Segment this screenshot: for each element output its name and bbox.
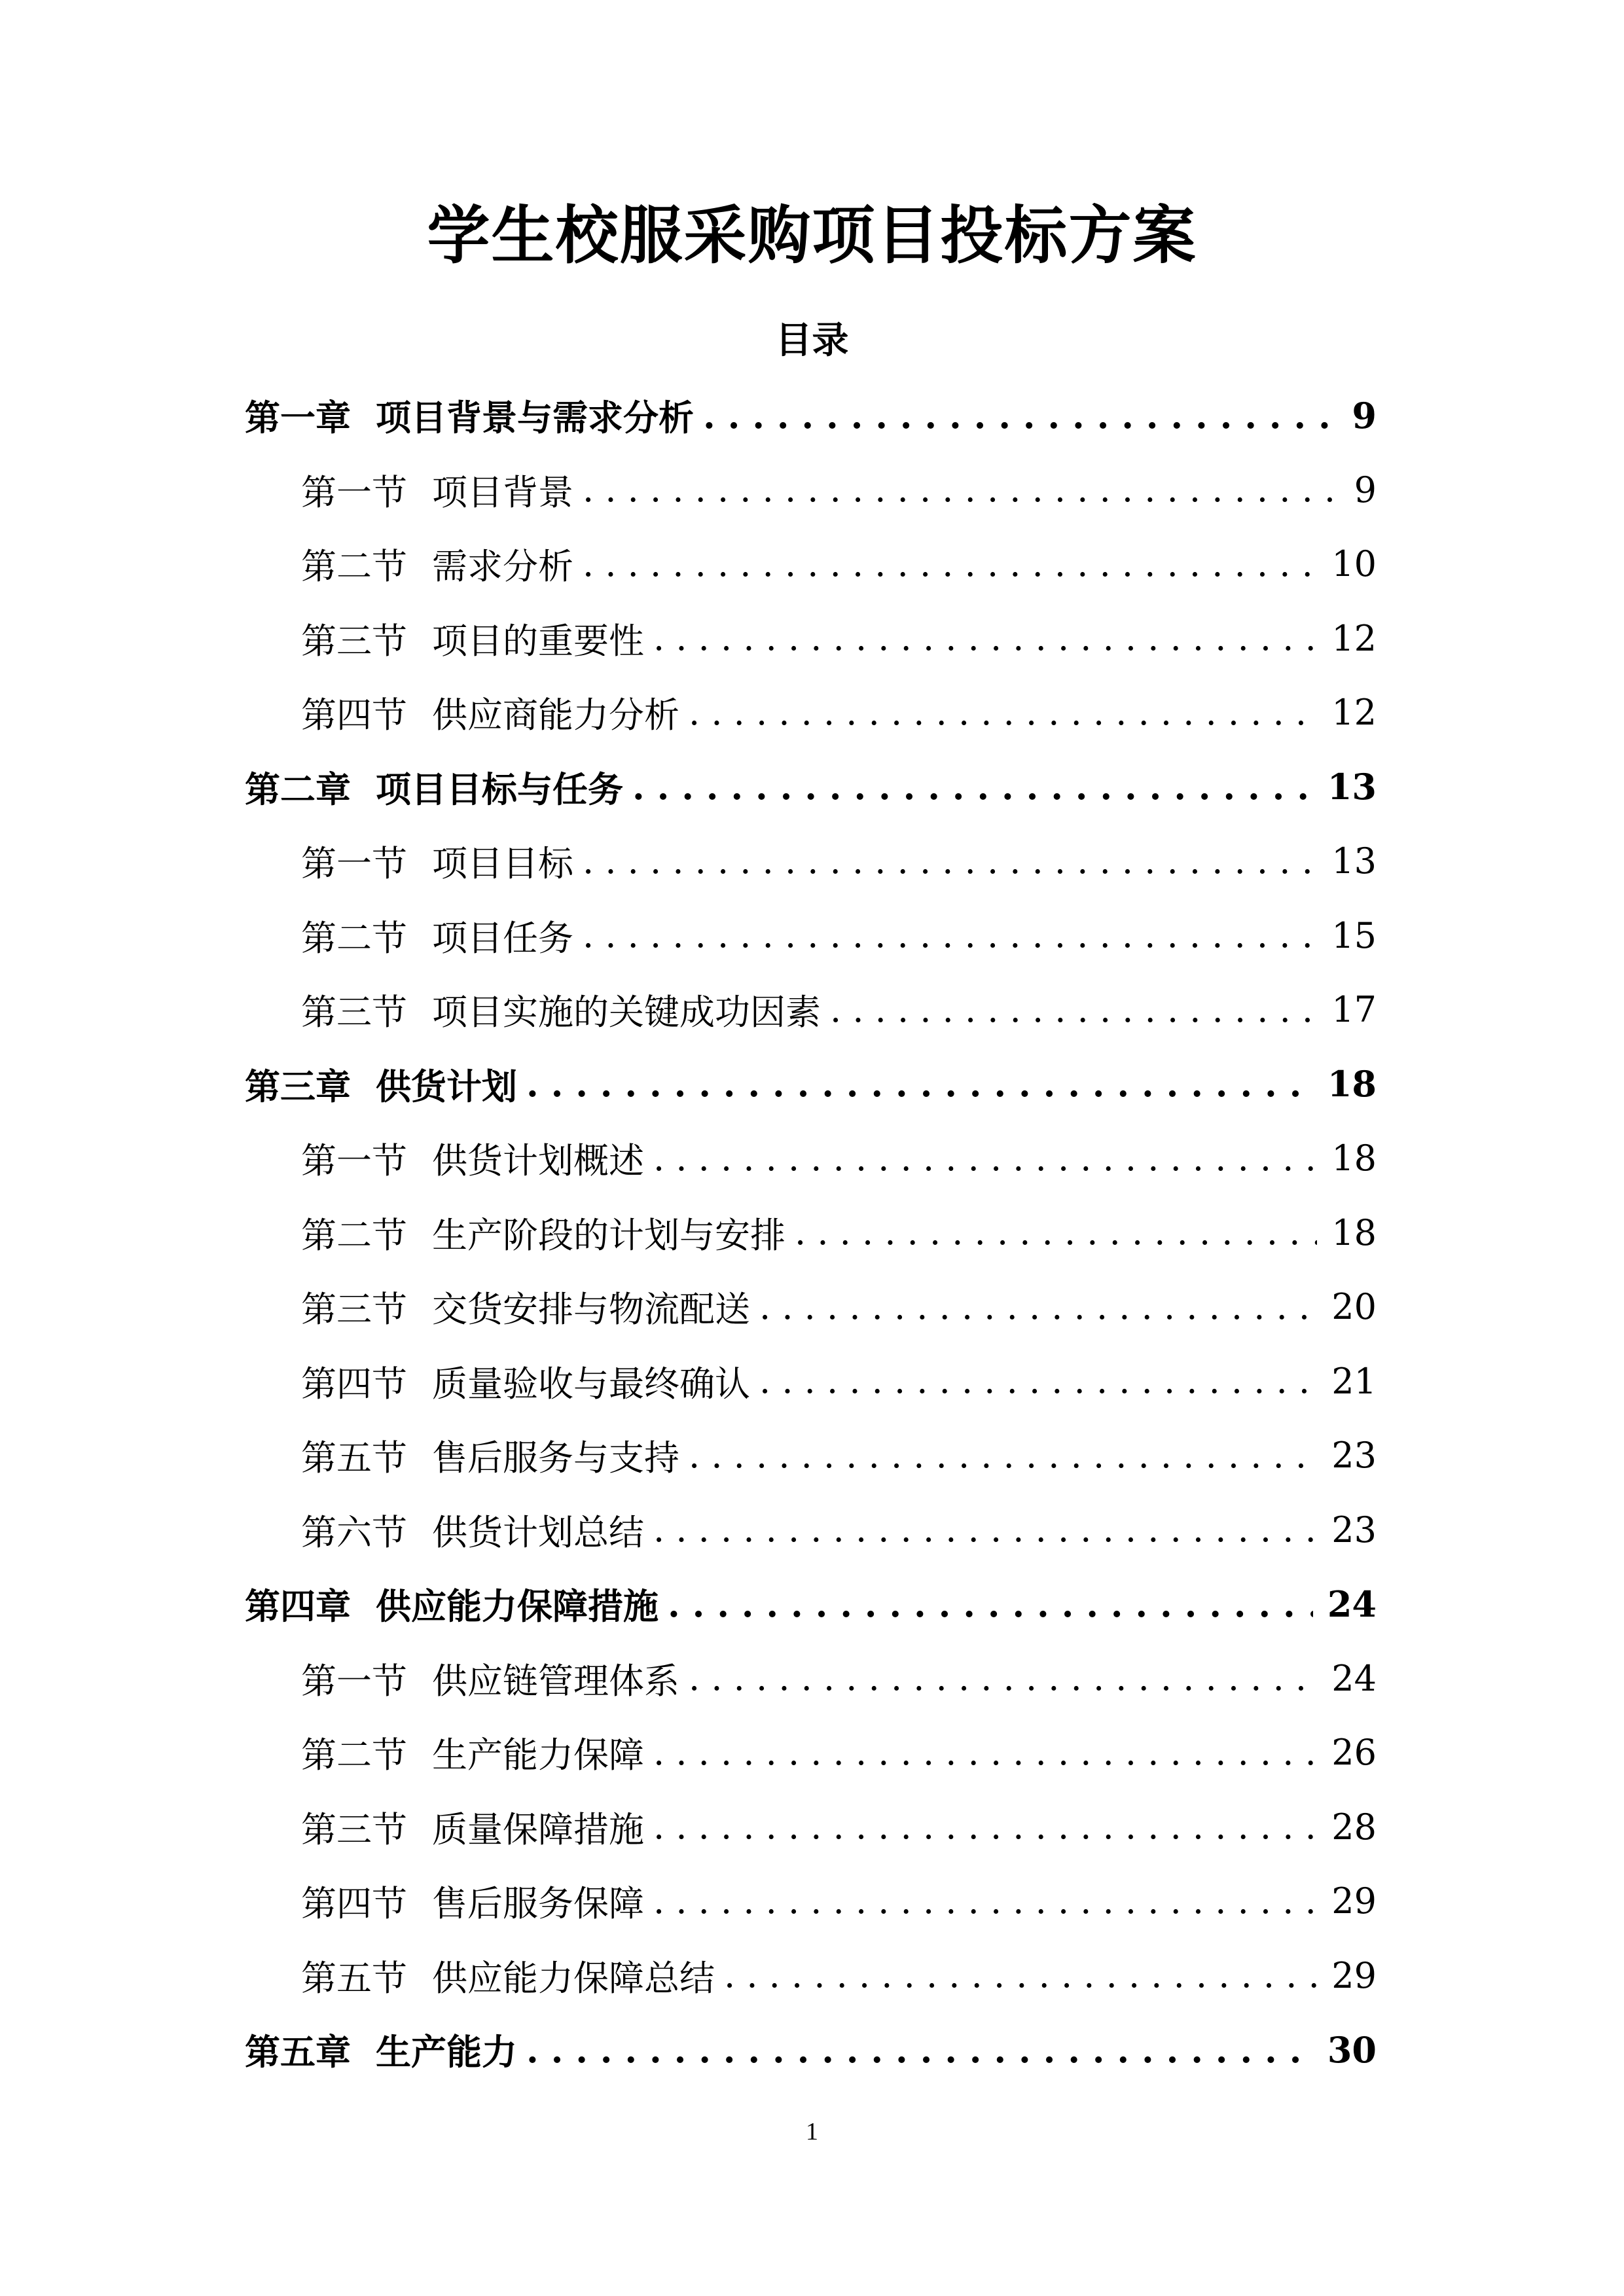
toc-section-entry[interactable] <box>0 527 1377 601</box>
toc-dot-leader <box>703 393 1336 439</box>
toc-entry-page: 13 <box>1327 766 1377 808</box>
toc-entry-number: 第四章 <box>245 1585 351 1628</box>
toc-dot-leader <box>583 912 1317 958</box>
toc-entry-page: 23 <box>1331 1435 1377 1477</box>
toc-entry-page: 18 <box>1327 1063 1377 1105</box>
page-number: 1 <box>806 2118 818 2145</box>
toc-entry-title: 项目的重要性 <box>432 620 644 662</box>
toc-entry-page: 17 <box>1331 989 1377 1031</box>
toc-dot-leader <box>583 541 1317 587</box>
toc-section-entry[interactable] <box>0 1418 1377 1493</box>
toc-dot-leader <box>583 838 1317 884</box>
toc-section-entry[interactable] <box>0 1715 1377 1790</box>
toc-entry-title: 售后服务与支持 <box>432 1437 679 1479</box>
toc-entry-title: 项目背景 <box>432 471 573 513</box>
toc-entry-title: 生产能力保障 <box>432 1734 644 1776</box>
toc-dot-leader <box>653 1878 1317 1924</box>
toc-entry-number: 第二章 <box>245 768 351 810</box>
toc-entry-title: 生产能力 <box>376 2031 517 2073</box>
toc-entry-title: 供货计划概述 <box>432 1140 644 1182</box>
toc-chapter-entry[interactable] <box>0 378 1377 453</box>
toc-section-entry[interactable] <box>0 899 1377 973</box>
toc-entry-title: 项目任务 <box>432 917 573 959</box>
toc-dot-leader <box>653 1507 1317 1552</box>
toc-entry-title: 供应能力保障措施 <box>376 1585 659 1628</box>
toc-section-entry[interactable] <box>0 824 1377 899</box>
toc-entry-page: 15 <box>1331 914 1377 956</box>
toc-entry-page: 29 <box>1331 1880 1377 1922</box>
toc-entry-page: 9 <box>1352 394 1377 437</box>
toc-section-entry[interactable] <box>0 1344 1377 1419</box>
toc-entry-number: 第三节 <box>301 992 407 1033</box>
toc-section-entry[interactable] <box>0 1939 1377 2013</box>
toc-entry-title: 供货计划 <box>376 1065 517 1107</box>
toc-entry-page: 18 <box>1331 1211 1377 1253</box>
toc-dot-leader <box>668 1581 1313 1627</box>
toc-section-entry[interactable] <box>0 1641 1377 1716</box>
toc-entry-page: 12 <box>1331 617 1377 659</box>
toc-chapter-entry[interactable] <box>0 750 1377 825</box>
toc-entry-number: 第二节 <box>301 1214 407 1256</box>
toc-dot-leader <box>526 2027 1313 2073</box>
toc-entry-number: 第一节 <box>301 1660 407 1702</box>
toc-entry-number: 第二节 <box>301 1734 407 1776</box>
toc-chapter-entry[interactable] <box>0 2013 1377 2087</box>
toc-entry-number: 第一节 <box>301 471 407 513</box>
toc-section-entry[interactable] <box>0 1493 1377 1568</box>
toc-entry-title: 供应能力保障总结 <box>432 1957 715 1999</box>
toc-entry-number: 第五章 <box>245 2031 351 2073</box>
toc-dot-leader <box>689 1655 1317 1701</box>
toc-dot-leader <box>724 1952 1317 1998</box>
toc-entry-title: 质量保障措施 <box>432 1808 644 1850</box>
toc-entry-page: 10 <box>1331 543 1377 585</box>
toc-entry-number: 第二节 <box>301 917 407 959</box>
toc-entry-page: 13 <box>1331 840 1377 882</box>
toc-entry-number: 第四节 <box>301 1363 407 1405</box>
toc-entry-number: 第四节 <box>301 1883 407 1925</box>
toc-dot-leader <box>830 987 1317 1033</box>
toc-entry-page: 20 <box>1331 1286 1377 1328</box>
toc-entry-number: 第四节 <box>301 694 407 736</box>
toc-entry-title: 供货计划总结 <box>432 1511 644 1553</box>
toc-entry-number: 第三节 <box>301 620 407 662</box>
toc-dot-leader <box>653 615 1317 661</box>
toc-entry-page: 21 <box>1331 1360 1377 1402</box>
toc-entry-number: 第三节 <box>301 1289 407 1331</box>
toc-chapter-entry[interactable] <box>0 1047 1377 1122</box>
toc-dot-leader <box>759 1358 1317 1404</box>
toc-entry-title: 交货安排与物流配送 <box>432 1289 750 1331</box>
toc-entry-title: 生产阶段的计划与安排 <box>432 1214 785 1256</box>
toc-entry-title: 项目实施的关键成功因素 <box>432 992 821 1033</box>
toc-entry-number: 第一节 <box>301 1140 407 1182</box>
toc-dot-leader <box>689 1433 1317 1479</box>
toc-section-entry[interactable] <box>0 1864 1377 1939</box>
document-title: 学生校服采购项目投标方案 <box>427 198 1197 272</box>
toc-section-entry[interactable] <box>0 1121 1377 1196</box>
toc-dot-leader <box>653 1804 1317 1850</box>
toc-entry-number: 第一节 <box>301 843 407 885</box>
toc-entry-title: 项目目标 <box>432 843 573 885</box>
toc-entry-number: 第六节 <box>301 1511 407 1553</box>
toc-entry-title: 质量验收与最终确认 <box>432 1363 750 1405</box>
toc-entry-page: 28 <box>1331 1806 1377 1848</box>
toc-entry-number: 第二节 <box>301 546 407 588</box>
toc-entry-number: 第五节 <box>301 1437 407 1479</box>
toc-entry-title: 项目目标与任务 <box>376 768 623 810</box>
toc-dot-leader <box>653 1730 1317 1776</box>
table-of-contents <box>0 378 1624 2087</box>
toc-section-entry[interactable] <box>0 1270 1377 1344</box>
toc-entry-number: 第一章 <box>245 397 351 439</box>
toc-dot-leader <box>689 690 1317 736</box>
toc-section-entry[interactable] <box>0 601 1377 676</box>
toc-entry-number: 第三节 <box>301 1808 407 1850</box>
toc-section-entry[interactable] <box>0 1196 1377 1270</box>
toc-dot-leader <box>583 467 1336 512</box>
toc-heading: 目录 <box>775 319 849 362</box>
toc-dot-leader <box>795 1210 1317 1255</box>
toc-entry-page: 29 <box>1331 1954 1377 1996</box>
toc-entry-page: 24 <box>1327 1583 1377 1625</box>
toc-entry-title: 供应链管理体系 <box>432 1660 679 1702</box>
toc-dot-leader <box>526 1061 1313 1107</box>
toc-section-entry[interactable] <box>0 973 1377 1047</box>
toc-entry-page: 12 <box>1331 692 1377 734</box>
toc-entry-title: 项目背景与需求分析 <box>376 397 694 439</box>
toc-entry-page: 26 <box>1331 1732 1377 1774</box>
toc-entry-page: 24 <box>1331 1657 1377 1699</box>
toc-entry-page: 23 <box>1331 1509 1377 1551</box>
toc-entry-page: 9 <box>1354 469 1377 511</box>
toc-section-entry[interactable] <box>0 1790 1377 1865</box>
toc-dot-leader <box>632 764 1313 810</box>
toc-dot-leader <box>653 1136 1317 1181</box>
toc-section-entry[interactable] <box>0 453 1377 528</box>
toc-entry-title: 供应商能力分析 <box>432 694 679 736</box>
toc-entry-number: 第三章 <box>245 1065 351 1107</box>
toc-entry-number: 第五节 <box>301 1957 407 1999</box>
toc-dot-leader <box>759 1284 1317 1330</box>
toc-entry-title: 售后服务保障 <box>432 1883 644 1925</box>
toc-entry-title: 需求分析 <box>432 546 573 588</box>
toc-entry-page: 18 <box>1331 1138 1377 1179</box>
toc-section-entry[interactable] <box>0 675 1377 750</box>
toc-chapter-entry[interactable] <box>0 1567 1377 1641</box>
toc-entry-page: 30 <box>1327 2028 1377 2071</box>
